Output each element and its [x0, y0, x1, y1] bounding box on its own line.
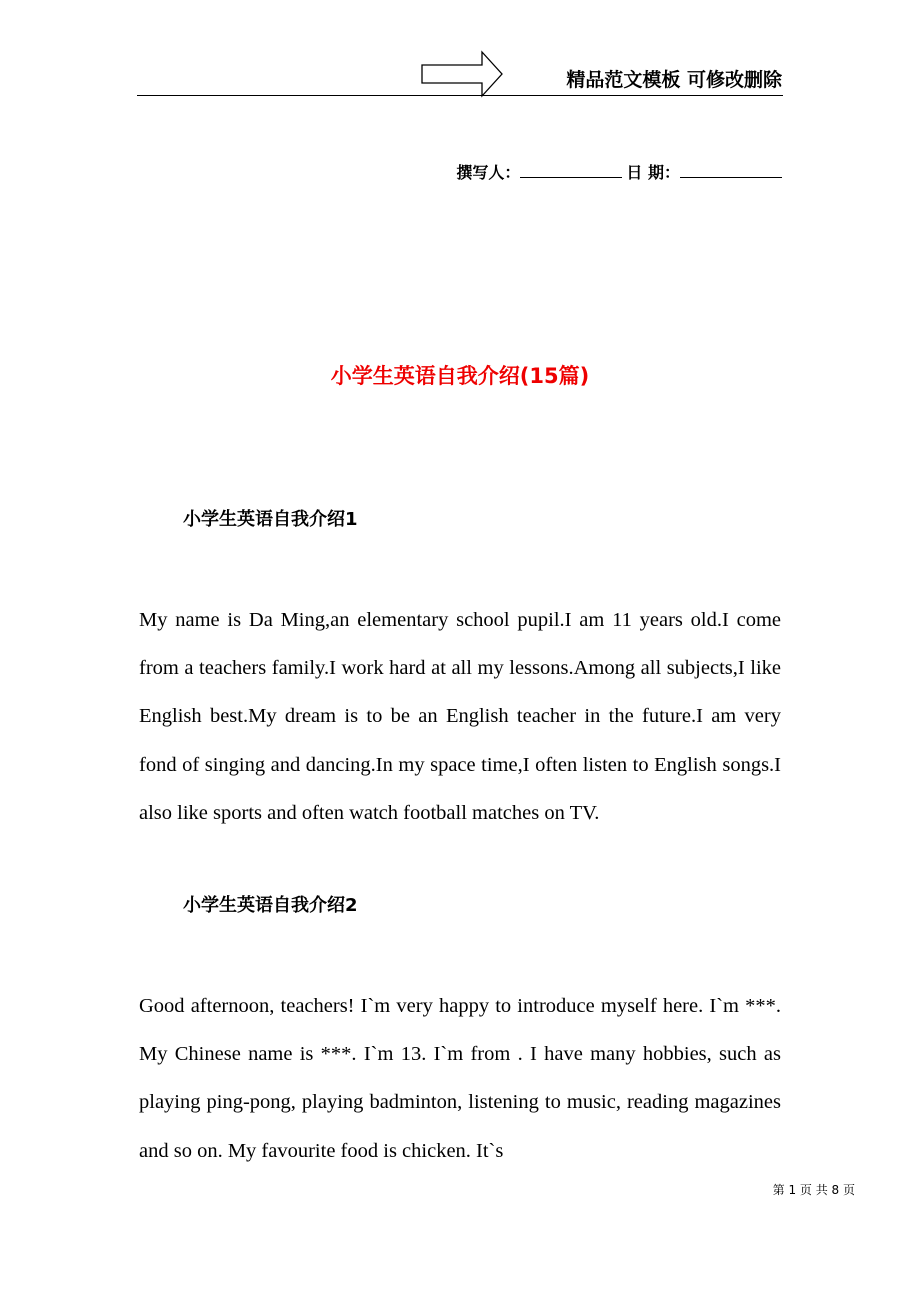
date-label: 日 期： [626, 163, 680, 182]
section-heading-2: 小学生英语自我介绍2 [183, 895, 358, 916]
section-heading-1: 小学生英语自我介绍1 [183, 509, 358, 530]
arrow-icon [420, 50, 504, 98]
date-blank [680, 160, 782, 178]
section-body-1: My name is Da Ming,an elementary school pupil.I am 11 years old.I come from a teachers family.I work hard at all my lessons.Among all subjects,I like English best.My dream is to be an English teacher in the future.I am very fond of singing and dancing.In my space time,I often listen to English songs.I also like sports and often watch football matches on TV. [139, 609, 781, 824]
header-title: 精品范文模板 可修改删除 [566, 69, 782, 91]
author-label: 撰写人： [456, 163, 521, 182]
page-number: 第 1 页 共 8 页 [772, 1183, 855, 1197]
header-divider [137, 95, 783, 96]
author-date-line [400, 160, 782, 185]
document-title: 小学生英语自我介绍(15篇) [330, 364, 590, 388]
section-body-2: Good afternoon, teachers! I`m very happy to introduce myself here. I`m ***. My Chinese name is ***. I`m 13. I`m from . I have many hobbies, such as playing ping-pong, playing badminton, listening to music, reading magazines and so on. My favourite food is chicken. It`s [139, 995, 781, 1162]
author-blank [520, 160, 622, 178]
